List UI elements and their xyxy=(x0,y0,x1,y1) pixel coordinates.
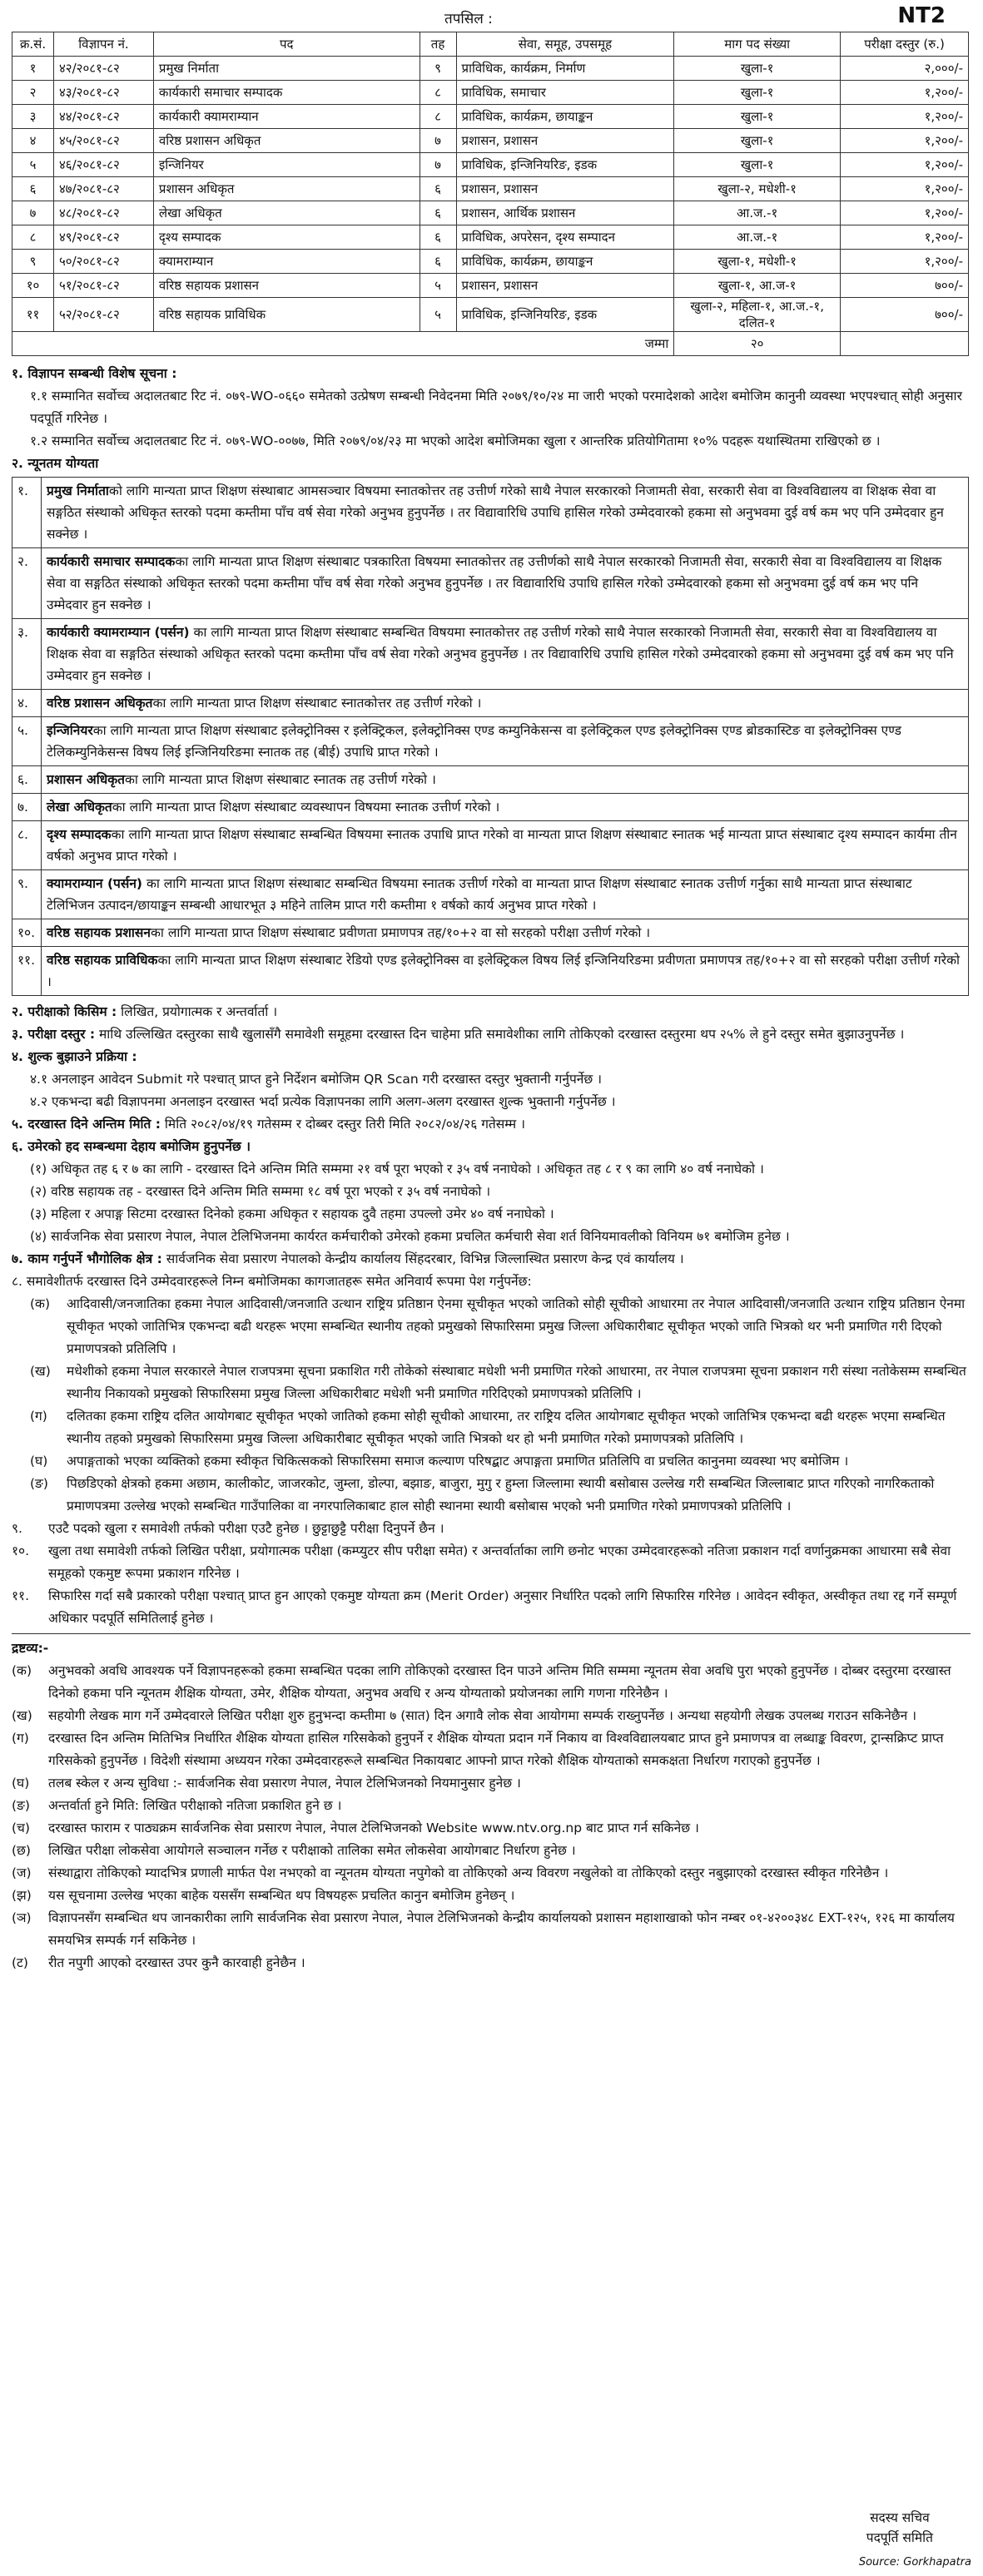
table-row xyxy=(12,153,969,177)
age-rule: (२) वरिष्ठ सहायक तह - दरखास्त दिने अन्तिम मिति सम्ममा १८ वर्ष पूरा भएको र ३५ वर्ष ननाघेको । xyxy=(30,1184,491,1199)
inclusive-item xyxy=(30,1293,971,1360)
inclusive-item xyxy=(30,1360,971,1405)
table-cell: ५१/२०८१-८२ xyxy=(53,274,153,298)
qualification-number: ८. xyxy=(12,821,42,870)
qualification-number: ९. xyxy=(12,870,42,919)
requirement: का लागि मान्यता प्राप्त शिक्षण संस्थाबाट सम्बन्धित विषयमा स्नातक उत्तीर्ण गरेको वा मान्यता प्राप्त शिक्षण संस्थाबाट स्नातक उत्तीर्ण गर्नुका साथै मान्यता प्राप्त संस्थाबाट टेलिभिजन उत्पादन/छायाङ्कन सम्बन्धी आधारभूत ३ महिने तालिम प्राप्त गरी कम्तीमा १ वर्षको कार्य अनुभव प्राप्त गरेको । xyxy=(47,876,912,913)
column-header: विज्ञापन नं. xyxy=(53,32,153,57)
table-cell: दृश्य सम्पादक xyxy=(153,225,420,250)
table-cell: १,२००/- xyxy=(841,225,969,250)
note-item xyxy=(12,1795,971,1817)
table-cell: प्राविधिक, इन्जिनियरिङ, इडक xyxy=(456,153,674,177)
table-cell: ७ xyxy=(420,153,456,177)
work-area xyxy=(12,1248,971,1271)
note-item-text: रीत नपुगी आएको दरखास्त उपर कुनै कारवाही हुनेछैन । xyxy=(48,1955,305,1970)
table-cell: ४२/२०८१-८२ xyxy=(53,57,153,81)
table-cell: प्रमुख निर्माता xyxy=(153,57,420,81)
table-cell: १,२००/- xyxy=(841,105,969,129)
qualification-row xyxy=(12,794,969,821)
note-item-key: (ग) xyxy=(12,1731,29,1746)
vacancy-table xyxy=(12,32,969,356)
total-value: २० xyxy=(674,332,841,356)
table-cell: वरिष्ठ सहायक प्रशासन xyxy=(153,274,420,298)
misc-item xyxy=(12,1518,971,1540)
table-cell: प्राविधिक, कार्यक्रम, निर्माण xyxy=(456,57,674,81)
table-cell: खुला-१, मधेशी-१ xyxy=(674,250,841,274)
table-cell: कार्यकारी क्यामराम्यान xyxy=(153,105,420,129)
post-name: वरिष्ठ सहायक प्रशासन xyxy=(47,925,151,940)
table-cell: ६ xyxy=(420,225,456,250)
table-cell: ८ xyxy=(420,81,456,105)
table-cell: क्यामराम्यान xyxy=(153,250,420,274)
notice-para: १.२ सम्मानित सर्वोच्च अदालतबाट रिट नं. ०७९-WO-००७७, मिति २०७९/०४/२३ मा भएको आदेश बमोजिमका खुला र आन्तरिक प्रतियोगितामा १०% पदहरू यथास्थितमा राखिएको छ । xyxy=(30,433,881,448)
table-cell: १ xyxy=(12,57,54,81)
qualification-row xyxy=(12,766,969,794)
total-label: जम्मा xyxy=(12,332,674,356)
qualification-text xyxy=(42,821,969,870)
table-cell: ७००/- xyxy=(841,298,969,332)
qualification-number: १. xyxy=(12,478,42,548)
inclusive-item-text: पिछडिएको क्षेत्रको हकमा अछाम, कालीकोट, जाजरकोट, जुम्ला, डोल्पा, बझाङ, बाजुरा, मुगु र हुम्ला जिल्लामा स्थायी बसोबास उल्लेख गरी सम्बन्धित जिल्लाबाट प्राप्त गरिएको नागरिकताको प्रमाणपत्रमा उल्लेख भएको सम्बन्धित गाउँपालिका वा नगरपालिकाबाट हाल सोही स्थानमा स्थायी बसोबास भएको भनी प्रमाणित गरेको प्रमाणपत्रको प्रतिलिपि । xyxy=(67,1476,935,1513)
note-item-key: (च) xyxy=(12,1821,30,1835)
inclusive-item xyxy=(30,1405,971,1450)
fee-process-para: ४.२ एकभन्दा बढी विज्ञापनमा अनलाइन दरखास्त भर्दा प्रत्येक विज्ञापनका लागि अलग-अलग दरखास्त शुल्क भुक्तानी गर्नुपर्नेछ । xyxy=(30,1094,616,1109)
table-cell: आ.ज.-१ xyxy=(674,225,841,250)
table-cell: १,२००/- xyxy=(841,250,969,274)
note-item-key: (घ) xyxy=(12,1776,30,1791)
table-cell: १,२००/- xyxy=(841,81,969,105)
qualification-table xyxy=(12,477,969,996)
note-item xyxy=(12,1862,971,1885)
inclusive-item-text: अपाङ्गताको भएका व्यक्तिको हकमा स्वीकृत चिकित्सकको सिफारिसमा समाज कल्याण परिषद्बाट अपाङ्गता प्रमाणित प्रतिलिपि वा प्रचलित कानुनमा व्यवस्था भए बमोजिम । xyxy=(67,1454,849,1469)
note-item-key: (ङ) xyxy=(12,1798,30,1813)
inclusive-item-text: मधेशीको हकमा नेपाल सरकारले नेपाल राजपत्रमा सूचना प्रकाशित गरी तोकेको संस्थाबाट मधेशी भनी प्रमाणित गरेको आधारमा, तर नेपाल राजपत्रमा सूचना प्रकाशन गरी संस्था नतोकेसम्म सम्बन्धित स्थानीय निकायको प्रमुखको सिफारिसमा प्रमुख जिल्ला अधिकारीबाट मधेशी भनी प्रमाणित गरिदिएको प्रमाणपत्रको प्रतिलिपि । xyxy=(67,1364,966,1401)
note-item-key: (ट) xyxy=(12,1955,28,1970)
table-cell: प्रशासन, प्रशासन xyxy=(456,129,674,153)
section-notes xyxy=(12,1637,971,1974)
table-cell: खुला-१ xyxy=(674,153,841,177)
qualification-row xyxy=(12,619,969,690)
table-row xyxy=(12,225,969,250)
work-area-value: सार्वजनिक सेवा प्रसारण नेपालको केन्द्रीय कार्यालय सिंहदरबार, विभिन्न जिल्लास्थित प्रसारण केन्द्र एवं कार्यालय । xyxy=(166,1251,684,1266)
table-row xyxy=(12,81,969,105)
table-cell: ४८/२०८१-८२ xyxy=(53,201,153,225)
qualification-number: २. xyxy=(12,548,42,619)
notice-para: १.१ सम्मानित सर्वोच्च अदालतबाट रिट नं. ०७९-WO-०६६० समेतको उत्प्रेषण सम्बन्धी निवेदनमा मिति २०७९/१०/२४ मा जारी भएको परमादेशको आदेश बमोजिम कानुनी व्यवस्था भएपश्चात् सोही अनुसार पदपूर्ति गरिनेछ । xyxy=(30,389,962,426)
section-title: २. न्यूनतम योग्यता xyxy=(12,456,99,471)
column-header: सेवा, समूह, उपसमूह xyxy=(456,32,674,57)
table-cell: ७००/- xyxy=(841,274,969,298)
table-body xyxy=(12,57,969,332)
signature-block xyxy=(866,2508,933,2548)
table-row xyxy=(12,105,969,129)
table-cell: ८ xyxy=(420,105,456,129)
note-item xyxy=(12,1817,971,1840)
table-cell: ९ xyxy=(12,250,54,274)
misc-item xyxy=(12,1540,971,1585)
table-cell: वरिष्ठ सहायक प्राविधिक xyxy=(153,298,420,332)
table-cell: ११ xyxy=(12,298,54,332)
note-item-text: संस्थाद्वारा तोकिएको म्यादभित्र प्रणाली मार्फत पेश नभएको वा न्यूनतम योग्यता नपुगेको वा तोकिएको अन्य विवरण नखुलेको वा तोकिएको दस्तुर नबुझाएको दरखास्त स्वीकृत गरिनेछैन । xyxy=(48,1865,889,1880)
table-cell: प्राविधिक, कार्यक्रम, छायाङ्कन xyxy=(456,250,674,274)
column-header: माग पद संख्या xyxy=(674,32,841,57)
table-cell: ८ xyxy=(12,225,54,250)
qualification-row xyxy=(12,690,969,717)
misc-item xyxy=(12,1585,971,1630)
table-cell: १,२००/- xyxy=(841,153,969,177)
inclusive-item-text: आदिवासी/जनजातिका हकमा नेपाल आदिवासी/जनजाति उत्थान राष्ट्रिय प्रतिष्ठान ऐनमा सूचीकृत भएको जातिको सोही सूचीको आधारमा तर नेपाल आदिवासी/जनजाति उत्थान राष्ट्रिय प्रतिष्ठान ऐनमा सूचीकृत भएको जातिभित्र एकभन्दा बढी थरहरू भएमा सम्बन्धित स्थानीय तहको प्रमुखको सिफारिसमा प्रमुख जिल्ला अधिकारीबाट सूचीकृत भएको जाति भित्रको थर भनी प्रमाणित गरी दिएको प्रमाणपत्रको प्रतिलिपि । xyxy=(67,1296,966,1356)
table-cell: ४३/२०८१-८२ xyxy=(53,81,153,105)
requirement: का लागि मान्यता प्राप्त शिक्षण संस्थाबाट पत्रकारिता विषयमा स्नातकोत्तर तह उत्तीर्णको साथै नेपाल सरकारको निजामती सेवा, सरकारी सेवा वा विश्वविद्यालय वा शिक्षक सेवा वा सङ्गठित संस्थाको अधिकृत स्तरको पदमा कम्तीमा पाँच वर्ष सेवा गरेको अनुभव हुनुपर्नेछ । तर विद्यावारिधि उपाधि हासिल गरेको उम्मेदवारको हकमा सो अनुभवमा दुई वर्ष कम भए पनि उम्मेदवार हुन सक्नेछ । xyxy=(47,554,942,612)
table-cell: प्राविधिक, कार्यक्रम, छायाङ्कन xyxy=(456,105,674,129)
deadline xyxy=(12,1113,971,1136)
table-row xyxy=(12,129,969,153)
table-cell: ६ xyxy=(420,250,456,274)
misc-item-text: खुला तथा समावेशी तर्फको लिखित परीक्षा, प्रयोगात्मक परीक्षा (कम्प्युटर सीप परीक्षा समेत) र अन्तर्वार्ताका लागि छनोट भएका उम्मेदवारहरूको नतिजा प्रकाशन गर्दा वर्णानुक्रमका आधारमा सबै सेवा समूहको एकमुष्ट रूपमा प्रकाशन गरिनेछ । xyxy=(48,1543,951,1581)
source-credit: Source: Gorkhapatra xyxy=(858,2556,971,2569)
inclusive-item-text: दलितका हकमा राष्ट्रिय दलित आयोगबाट सूचीकृत भएको जातिको हकमा सोही सूचीको आधारमा, तर राष्ट्रिय दलित आयोगबाट सूचीकृत भएको जातिभित्र एकभन्दा बढी थरहरू भएमा सम्बन्धित स्थानीय तहको प्रमुखको सिफारिसमा प्रमुख जिल्ला अधिकारीबाट सूचीकृत भएको जाति भित्रको थर हो भनी प्रमाणित गरेको प्रमाणपत्रको प्रतिलिपि । xyxy=(67,1409,946,1446)
post-name: इन्जिनियर xyxy=(47,723,93,738)
exam-fee xyxy=(12,1023,971,1046)
inclusive-item xyxy=(30,1473,971,1518)
note-item xyxy=(12,1907,971,1952)
requirement: का लागि मान्यता प्राप्त शिक्षण संस्थाबाट स्नातकोत्तर तह उत्तीर्ण गरेको । xyxy=(152,696,482,711)
table-cell: ३ xyxy=(12,105,54,129)
qualification-text xyxy=(42,717,969,766)
table-row xyxy=(12,177,969,201)
age-rule: (४) सार्वजनिक सेवा प्रसारण नेपाल, नेपाल टेलिभिजनमा कार्यरत कर्मचारीको उमेरको हकमा प्रचलित कर्मचारी सेवा शर्त विनियमावलीको विनियम ७१ बमोजिम हुनेछ । xyxy=(30,1229,790,1244)
post-name: दृश्य सम्पादक xyxy=(47,827,112,842)
misc-list xyxy=(12,1518,971,1630)
requirement: का लागि मान्यता प्राप्त शिक्षण संस्थाबाट स्नातक तह उत्तीर्ण गरेको । xyxy=(124,772,436,787)
table-cell: ५ xyxy=(420,274,456,298)
note-item-key: (झ) xyxy=(12,1888,32,1903)
section-title: १. विज्ञापन सम्बन्धी विशेष सूचना : xyxy=(12,366,177,381)
qualification-number: ३. xyxy=(12,619,42,690)
note-item xyxy=(12,1885,971,1907)
note-item-text: विज्ञापनसँग सम्बन्धित थप जानकारीका लागि सार्वजनिक सेवा प्रसारण नेपाल, नेपाल टेलिभिजनको केन्द्रीय कार्यालयको प्रशासन महाशाखाको फोन नम्बर ०१-४२००३४८ EXT-१२५, १२६ मा कार्यालय समयभित्र सम्पर्क गर्न सकिनेछ । xyxy=(48,1910,955,1948)
table-cell: १,२००/- xyxy=(841,201,969,225)
notes-list xyxy=(12,1660,971,1974)
qualification-number: ५. xyxy=(12,717,42,766)
misc-item-text: एउटै पदको खुला र समावेशी तर्फको परीक्षा एउटै हुनेछ । छुट्टाछुट्टै परीक्षा दिनुपर्ने छैन । xyxy=(48,1521,444,1536)
misc-item-key: ९. xyxy=(12,1521,22,1536)
inclusive-item-key: (ङ) xyxy=(30,1476,48,1491)
inclusive-item-key: (घ) xyxy=(30,1454,48,1469)
note-item-text: दरखास्त फाराम र पाठ्यक्रम सार्वजनिक सेवा प्रसारण नेपाल, नेपाल टेलिभिजनको Website www.ntv.org.np बाट प्राप्त गर्न सकिनेछ । xyxy=(48,1821,699,1835)
note-item xyxy=(12,1840,971,1862)
table-cell: ६ xyxy=(420,177,456,201)
qualification-number: ११. xyxy=(12,947,42,996)
exam-type xyxy=(12,1001,971,1023)
post-name: कार्यकारी समाचार सम्पादक xyxy=(47,554,176,569)
table-cell: ६ xyxy=(420,201,456,225)
note-item-text: यस सूचनामा उल्लेख भएका बाहेक यससँग सम्बन्धित थप विषयहरू प्रचलित कानुन बमोजिम हुनेछन् । xyxy=(48,1888,515,1903)
column-header: तह xyxy=(420,32,456,57)
table-row xyxy=(12,298,969,332)
inclusive-item xyxy=(30,1450,971,1473)
note-item-text: अन्तर्वार्ता हुने मिति: लिखित परीक्षाको नतिजा प्रकाशित हुने छ । xyxy=(48,1798,342,1813)
table-cell: प्राविधिक, इन्जिनियरिङ, इडक xyxy=(456,298,674,332)
post-name: प्रशासन अधिकृत xyxy=(47,772,125,787)
note-item-text: दरखास्त दिन अन्तिम मितिभित्र निर्धारित शैक्षिक योग्यता हासिल गरिसकेको हुनुपर्ने र शैक्षिक योग्यता प्रदान गर्ने निकाय वा विश्वविद्यालयबाट प्राप्त हुने प्रमाणपत्र वा लब्धाङ्क विवरण, ट्रान्सक्रिप्ट प्राप्त गरिसकेको हुनुपर्नेछ । विदेशी संस्थामा अध्ययन गरेका उम्मेदवारहरूले सम्बन्धित निकायबाट आफ्नो प्राप्त गरेको शैक्षिक योग्यताको समकक्षता निर्धारण गराएको हुनुपर्नेछ । xyxy=(48,1731,944,1768)
notice-page xyxy=(12,3,971,1974)
requirement: का लागि मान्यता प्राप्त शिक्षण संस्थाबाट प्रवीणता प्रमाणपत्र तह/१०+२ वा सो सरहको परीक्षा उत्तीर्ण गरेको । xyxy=(150,925,651,940)
note-item-text: तलब स्केल र अन्य सुविधा :- सार्वजनिक सेवा प्रसारण नेपाल, नेपाल टेलिभिजनको नियमानुसार हुनेछ । xyxy=(48,1776,521,1791)
requirement: का लागि मान्यता प्राप्त शिक्षण संस्थाबाट व्यवस्थापन विषयमा स्नातक उत्तीर्ण गरेको । xyxy=(112,800,500,815)
table-cell: ५२/२०८१-८२ xyxy=(53,298,153,332)
table-cell: १,२००/- xyxy=(841,129,969,153)
note-item-key: (ख) xyxy=(12,1708,32,1723)
qualification-text xyxy=(42,870,969,919)
misc-item-key: १०. xyxy=(12,1543,30,1558)
note-item-key: (ज) xyxy=(12,1865,32,1880)
table-cell: कार्यकारी समाचार सम्पादक xyxy=(153,81,420,105)
post-name: क्यामराम्यान (पर्सन) xyxy=(47,876,143,891)
note-item-text: सहयोगी लेखक माग गर्ने उम्मेदवारले लिखित परीक्षा शुरु हुनुभन्दा कम्तीमा ७ (सात) दिन अगावै लोक सेवा आयोगमा सम्पर्क राख्नुपर्नेछ । अन्यथा सहयोगी लेखक उपलब्ध गराउन सकिनेछैन । xyxy=(48,1708,917,1723)
qualification-row xyxy=(12,717,969,766)
qualification-text xyxy=(42,548,969,619)
table-row xyxy=(12,201,969,225)
table-cell: प्रशासन, प्रशासन xyxy=(456,274,674,298)
table-cell: खुला-१ xyxy=(674,81,841,105)
table-cell: खुला-२, मधेशी-१ xyxy=(674,177,841,201)
note-item xyxy=(12,1952,971,1974)
age-title: ६. उमेरको हद सम्बन्धमा देहाय बमोजिम हुनुपर्नेछ । xyxy=(12,1139,251,1154)
requirement: का लागि मान्यता प्राप्त शिक्षण संस्थाबाट सम्बन्धित विषयमा स्नातकोत्तर तह उत्तीर्ण गरेको साथै नेपाल सरकारको निजामती सेवा, सरकारी सेवा वा विश्वविद्यालय वा शिक्षक सेवा वा सङ्गठित संस्थाको अधिकृत स्तरको पदमा कम्तीमा पाँच वर्ष सेवा गरेको अनुभव हुनुपर्नेछ । तर विद्यावारिधि उपाधि हासिल गरेको उम्मेदवारको हकमा सो अनुभवमा दुई वर्ष कम भए पनि उम्मेदवार हुन सक्नेछ । xyxy=(47,625,954,683)
qualification-row xyxy=(12,478,969,548)
misc-item-text: सिफारिस गर्दा सबै प्रकारको परीक्षा पश्चात् प्राप्त हुन आएको एकमुष्ट योग्यता क्रम (Merit Order) अनुसार निर्धारित पदको लागि सिफारिस गरिनेछ । आवेदन स्वीकृत, अस्वीकृत तथा रद्द गर्ने सम्पूर्ण अधिकार पदपूर्ति समितिलाई हुनेछ । xyxy=(48,1588,957,1626)
table-cell: प्राविधिक, अपरेसन, दृश्य सम्पादन xyxy=(456,225,674,250)
exam-fee-label: ३. परीक्षा दस्तुर : xyxy=(12,1027,96,1042)
section-details xyxy=(12,1001,971,1630)
fee-process-title: ४. शुल्क बुझाउने प्रक्रिया : xyxy=(12,1049,137,1064)
note-item xyxy=(12,1705,971,1727)
table-cell: ४ xyxy=(12,129,54,153)
age-list xyxy=(12,1158,971,1248)
table-cell: प्राविधिक, समाचार xyxy=(456,81,674,105)
qualification-text xyxy=(42,478,969,548)
age-rule: (१) अधिकृत तह ६ र ७ का लागि - दरखास्त दिने अन्तिम मिति सम्ममा २१ वर्ष पूरा भएको र ३५ वर्ष ननाघेको । अधिकृत तह ८ र ९ का लागि ४० वर्ष ननाघेको । xyxy=(30,1162,764,1177)
inclusive-title: ८. समावेशीतर्फ दरखास्त दिने उम्मेदवारहरूले निम्न बमोजिमका कागजातहरू समेत अनिवार्य रूपमा पेश गर्नुपर्नेछ: xyxy=(12,1274,532,1289)
column-header: पद xyxy=(153,32,420,57)
table-cell: ९ xyxy=(420,57,456,81)
column-header: परीक्षा दस्तुर (रु.) xyxy=(841,32,969,57)
qualification-number: १०. xyxy=(12,919,42,947)
qualification-text xyxy=(42,919,969,947)
table-cell: आ.ज.-१ xyxy=(674,201,841,225)
table-cell: खुला-१ xyxy=(674,129,841,153)
table-cell: १० xyxy=(12,274,54,298)
requirement: का लागि मान्यता प्राप्त शिक्षण संस्थाबाट इलेक्ट्रोनिक्स र इलेक्ट्रिकल, इलेक्ट्रोनिक्स एण्ड कम्युनिकेसन्स वा इलेक्ट्रिकल एण्ड इलेक्ट्रोनिक्स एण्ड ब्रोडकास्टिङ वा इलेक्ट्रोनिक्स एण्ड टेलिकम्युनिकेसन्स विषय लिई इन्जिनियरिङमा स्नातक तह (बीई) उपाधि प्राप्त गरेको । xyxy=(47,723,901,760)
table-cell: ४६/२०८१-८२ xyxy=(53,153,153,177)
column-header: क्र.सं. xyxy=(12,32,54,57)
note-item-key: (क) xyxy=(12,1663,32,1678)
note-item-key: (ञ) xyxy=(12,1910,32,1925)
table-cell: ४७/२०८१-८२ xyxy=(53,177,153,201)
table-cell: २,०००/- xyxy=(841,57,969,81)
table-cell: १,२००/- xyxy=(841,177,969,201)
deadline-value: मिति २०८२/०४/१९ गतेसम्म र दोब्बर दस्तुर तिरी मिति २०८२/०४/२६ गतेसम्म । xyxy=(164,1117,525,1132)
note-item xyxy=(12,1727,971,1772)
table-cell: ४४/२०८१-८२ xyxy=(53,105,153,129)
requirement: का लागि मान्यता प्राप्त शिक्षण संस्थाबाट सम्बन्धित विषयमा स्नातक उपाधि प्राप्त गरेको वा मान्यता प्राप्त शिक्षण संस्थाबाट स्नातक भई मान्यता प्राप्त संस्थाबाट दृश्य सम्पादन कार्यमा तीन वर्षको अनुभव प्राप्त गरेको । xyxy=(47,827,957,864)
table-cell: २ xyxy=(12,81,54,105)
requirement: का लागि मान्यता प्राप्त शिक्षण संस्थाबाट रेडियो एण्ड इलेक्ट्रोनिक्स वा इलेक्ट्रिकल विषय लिई इन्जिनियरिङमा प्रवीणता प्रमाणपत्र तह/१०+२ वा सो सरहको परीक्षा उत्तीर्ण गरेको । xyxy=(47,953,960,989)
qualification-row xyxy=(12,821,969,870)
table-cell: प्रशासन अधिकृत xyxy=(153,177,420,201)
work-area-label: ७. काम गर्नुपर्ने भौगोलिक क्षेत्र : xyxy=(12,1251,162,1266)
inclusive-item-key: (ग) xyxy=(30,1409,47,1424)
table-cell: ५ xyxy=(12,153,54,177)
table-cell: इन्जिनियर xyxy=(153,153,420,177)
table-cell: खुला-१ xyxy=(674,57,841,81)
table-cell: ४९/२०८१-८२ xyxy=(53,225,153,250)
header xyxy=(12,3,971,32)
table-cell: लेखा अधिकृत xyxy=(153,201,420,225)
exam-type-value: लिखित, प्रयोगात्मक र अन्तर्वार्ता । xyxy=(121,1004,278,1019)
notes-title: द्रष्टव्य:- xyxy=(12,1641,49,1656)
qualification-text xyxy=(42,766,969,794)
note-item-key: (छ) xyxy=(12,1843,31,1858)
post-name: वरिष्ठ प्रशासन अधिकृत xyxy=(47,696,153,711)
table-cell: प्रशासन, आर्थिक प्रशासन xyxy=(456,201,674,225)
note-item xyxy=(12,1772,971,1795)
qualification-row xyxy=(12,919,969,947)
requirement: को लागि मान्यता प्राप्त शिक्षण संस्थाबाट आमसञ्चार विषयमा स्नातकोत्तर तह उत्तीर्ण गरेको साथै नेपाल सरकारको निजामती सेवा, सरकारी सेवा वा विश्वविद्यालय वा शिक्षक सेवा वा सङ्गठित संस्थाको अधिकृत स्तरको पदमा कम्तीमा पाँच वर्ष सेवा गरेको अनुभव हुनुपर्नेछ । तर विद्यावारिधि उपाधि हासिल गरेको उम्मेदवारको हकमा सो अनुभवमा दुई वर्ष कम भए पनि उम्मेदवार हुन सक्नेछ । xyxy=(47,483,944,542)
note-item xyxy=(12,1660,971,1705)
table-title: तपसिल : xyxy=(444,11,493,27)
table-cell: वरिष्ठ प्रशासन अधिकृत xyxy=(153,129,420,153)
table-cell: खुला-१ xyxy=(674,105,841,129)
note-item-text: लिखित परीक्षा लोकसेवा आयोगले सञ्चालन गर्नेछ र परीक्षाको तालिका समेत लोकसेवा आयोगबाट निर्धारण हुनेछ । xyxy=(48,1843,576,1858)
table-cell: खुला-२, महिला-१, आ.ज.-१, दलित-१ xyxy=(674,298,841,332)
fee-process-para: ४.१ अनलाइन आवेदन Submit गरे पश्चात् प्राप्त हुने निर्देशन बमोजिम QR Scan गरी दरखास्त दस्तुर भुक्तानी गर्नुपर्नेछ । xyxy=(30,1072,603,1087)
qualification-number: ७. xyxy=(12,794,42,821)
table-cell: ६ xyxy=(12,177,54,201)
qualification-text xyxy=(42,794,969,821)
signature-line1: सदस्य सचिव xyxy=(870,2510,930,2525)
table-total-row xyxy=(12,332,969,356)
inclusive-item-key: (ख) xyxy=(30,1364,51,1379)
signature-line2: पदपूर्ति समिति xyxy=(866,2530,933,2545)
note-item-text: अनुभवको अवधि आवश्यक पर्ने विज्ञापनहरूको हकमा सम्बन्धित पदका लागि तोकिएको दरखास्त दिन पाउने अन्तिम मिति सम्ममा न्यूनतम सेवा अवधि पुरा भएको हुनुपर्नेछ । दोब्बर दस्तुरमा दरखास्त दिनेको हकमा पनि न्यूनतम शैक्षिक योग्यता, उमेर, शैक्षिक योग्यता, अनुभव अवधि र अन्य योग्यताको प्रयोजनका लागि गणना गरिनेछैन । xyxy=(48,1663,951,1701)
table-cell: खुला-१, आ.ज-१ xyxy=(674,274,841,298)
qualification-number: ४. xyxy=(12,690,42,717)
table-row xyxy=(12,274,969,298)
post-name: कार्यकारी क्यामराम्यान (पर्सन) xyxy=(47,625,190,640)
qualification-row xyxy=(12,870,969,919)
post-name: लेखा अधिकृत xyxy=(47,800,112,815)
qualification-row xyxy=(12,947,969,996)
exam-type-label: २. परीक्षाको किसिम : xyxy=(12,1004,117,1019)
table-cell: ४५/२०८१-८२ xyxy=(53,129,153,153)
table-header-row xyxy=(12,32,969,57)
section-special-notice xyxy=(12,363,971,453)
exam-fee-value: माथि उल्लिखित दस्तुरका साथै खुलासँगै समावेशी समूहमा दरखास्त दिन चाहेमा प्रति समावेशीका लागि तोकिएको दरखास्त दस्तुरमा थप २५% ले हुने दस्तुर समेत बुझाउनुपर्नेछ । xyxy=(99,1027,905,1042)
table-cell: ७ xyxy=(420,129,456,153)
notice-code: NT2 xyxy=(897,3,946,28)
deadline-label: ५. दरखास्त दिने अन्तिम मिति : xyxy=(12,1117,161,1132)
inclusive-list xyxy=(12,1293,971,1518)
qualification-text xyxy=(42,947,969,996)
section-qualification xyxy=(12,453,971,996)
table-row xyxy=(12,250,969,274)
table-cell: ७ xyxy=(12,201,54,225)
qualification-text xyxy=(42,619,969,690)
misc-item-key: ११. xyxy=(12,1588,30,1603)
table-cell: ५०/२०८१-८२ xyxy=(53,250,153,274)
table-cell: प्रशासन, प्रशासन xyxy=(456,177,674,201)
qualification-row xyxy=(12,548,969,619)
qualification-text xyxy=(42,690,969,717)
post-name: वरिष्ठ सहायक प्राविधिक xyxy=(47,953,158,968)
table-cell: ५ xyxy=(420,298,456,332)
qualification-number: ६. xyxy=(12,766,42,794)
table-row xyxy=(12,57,969,81)
post-name: प्रमुख निर्माता xyxy=(47,483,109,498)
inclusive-item-key: (क) xyxy=(30,1296,50,1311)
age-rule: (३) महिला र अपाङ्ग सिटमा दरखास्त दिनेको हकमा अधिकृत र सहायक दुवै तहमा उपल्लो उमेर ४० वर्ष ननाघेको । xyxy=(30,1206,554,1221)
